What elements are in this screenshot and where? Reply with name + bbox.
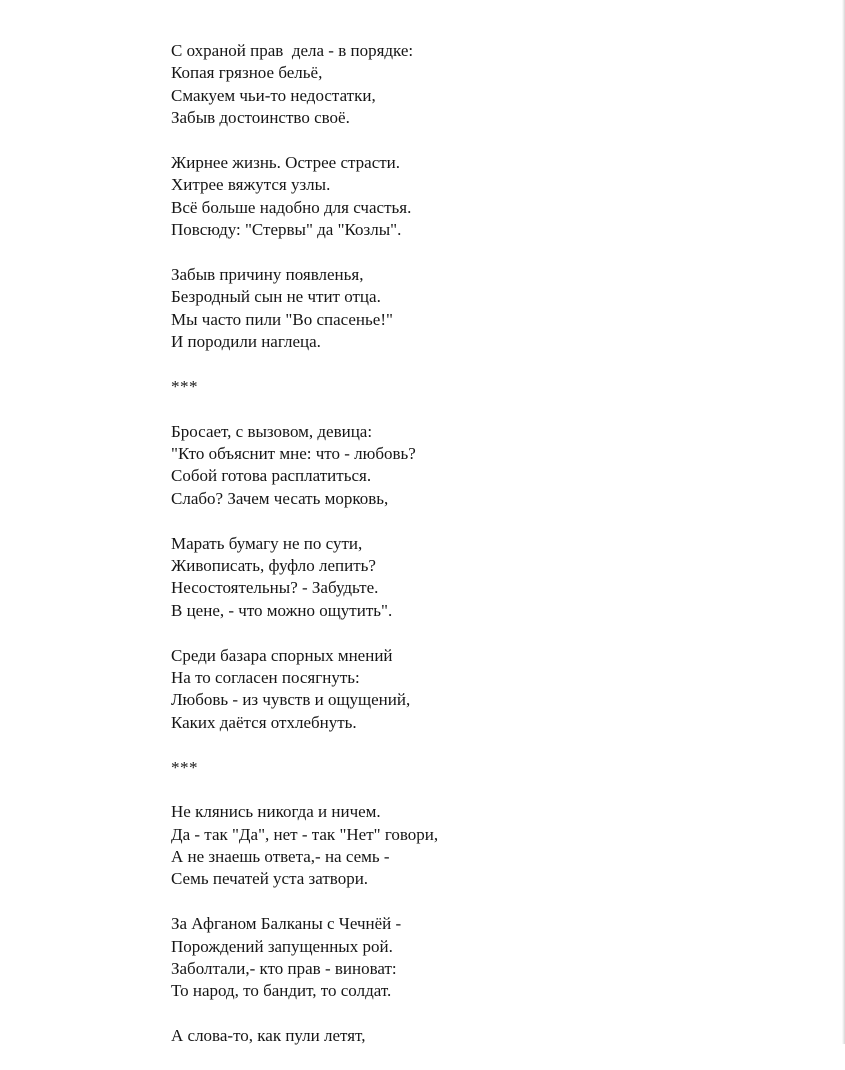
- poem-line: Любовь - из чувств и ощущений,: [171, 690, 411, 710]
- poem-line: Не клянись никогда и ничем.: [171, 802, 381, 822]
- poem-line: И породили наглеца.: [171, 332, 321, 352]
- poem-line: Каких даётся отхлебнуть.: [171, 712, 357, 732]
- poem-line: Копая грязное бельё,: [171, 63, 323, 83]
- poem-line: Бросает, с вызовом, девица:: [171, 421, 373, 441]
- poem-line: Несостоятельны? - Забудьте.: [171, 578, 379, 598]
- poem-line: А слова-то, как пули летят,: [171, 1026, 366, 1046]
- poem-line: То народ, то бандит, то солдат.: [171, 981, 392, 1001]
- section-separator: ***: [171, 757, 198, 777]
- poem-line: Хитрее вяжутся узлы.: [171, 175, 331, 195]
- poem-line: Смакуем чьи-то недостатки,: [171, 85, 376, 105]
- poem-line: Повсюду: "Стервы" да "Козлы".: [171, 220, 402, 240]
- section-separator: ***: [171, 376, 198, 396]
- poem-line: С охраной прав дела - в порядке:: [171, 41, 414, 60]
- stanza: [171, 264, 771, 354]
- stanza: [171, 1025, 771, 1047]
- poem-line: Мы часто пили "Во спасенье!": [171, 309, 393, 329]
- stanza: [171, 645, 771, 735]
- poem-line: Живописать, фуфло лепить?: [171, 555, 376, 575]
- poem-line: Забыв достоинство своё.: [171, 108, 350, 128]
- poem-line: Да - так "Да", нет - так "Нет" говори,: [171, 824, 439, 844]
- poem-line: Собой готова расплатиться.: [171, 466, 372, 486]
- stanza: [171, 801, 771, 891]
- poem-line: Всё больше надобно для счастья.: [171, 197, 412, 217]
- poem-line: Порождений запущенных рой.: [171, 936, 393, 956]
- poem-line: Среди базара спорных мнений: [171, 645, 393, 665]
- poem-line: Жирнее жизнь. Острее страсти.: [171, 152, 401, 172]
- stanza: [171, 421, 771, 511]
- poem-line: Слабо? Зачем чесать морковь,: [171, 488, 389, 508]
- poem-line: Марать бумагу не по сути,: [171, 533, 363, 553]
- stanza: [171, 913, 771, 1003]
- poem-line: Безродный сын не чтит отца.: [171, 287, 381, 307]
- stanza: [171, 533, 771, 623]
- poem-line: Семь печатей уста затвори.: [171, 869, 369, 889]
- poem-line: "Кто объяснит мне: что - любовь?: [171, 444, 416, 464]
- poem-line: В цене, - что можно ощутить".: [171, 600, 393, 620]
- poem-line: Заболтали,- кто прав - виноват:: [171, 959, 397, 979]
- poem-line: На то согласен посягнуть:: [171, 667, 360, 687]
- poem-line: А не знаешь ответа,- на семь -: [171, 847, 390, 867]
- stanza: [171, 152, 771, 242]
- poem-line: За Афганом Балканы с Чечнёй -: [171, 914, 402, 934]
- stanza: [171, 40, 771, 130]
- poem-line: Забыв причину появленья,: [171, 264, 364, 284]
- poem-body: [171, 40, 771, 1070]
